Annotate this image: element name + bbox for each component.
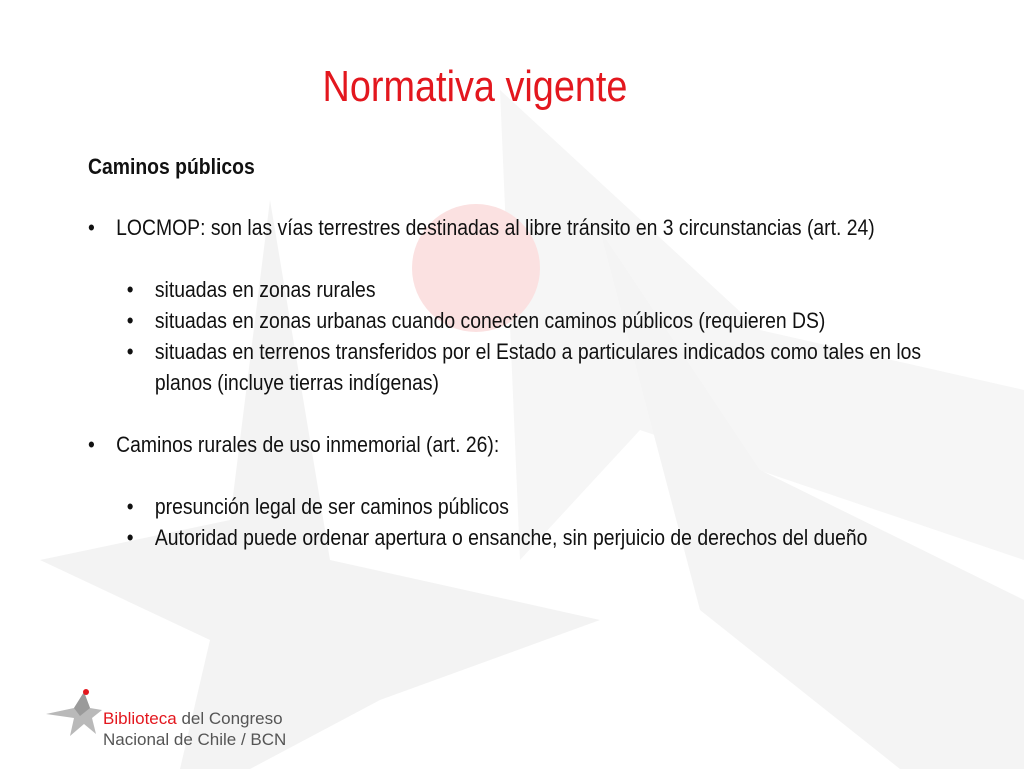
- bullet-item: [88, 429, 968, 460]
- slide-content: [88, 151, 968, 553]
- sub-bullet-item: [88, 336, 968, 398]
- bullet-dot: •: [126, 277, 134, 302]
- bullet-dot: •: [88, 215, 95, 240]
- bullet-text: situadas en terrenos transferidos por el Estado a particulares indicados como tales en los planos (incluye tierras indígenas): [154, 339, 922, 395]
- logo-line1-rest: del Congreso: [176, 709, 283, 728]
- bullet-dot: •: [126, 525, 134, 550]
- logo-line1-accent: Biblioteca: [103, 709, 177, 728]
- bullet-dot: •: [126, 308, 134, 333]
- sub-bullet-item: [88, 491, 968, 522]
- bullet-dot: •: [88, 432, 95, 457]
- bcn-logo-text: [103, 708, 286, 750]
- bullet-text: LOCMOP: son las vías terrestres destinadas al libre tránsito en 3 circunstancias (art. 24): [116, 215, 875, 240]
- bullet-text: situadas en zonas urbanas cuando conecten caminos públicos (requieren DS): [154, 308, 826, 333]
- slide-title: Normativa vigente: [322, 62, 628, 111]
- sub-bullet-item: [88, 305, 968, 336]
- sub-bullet-item: [88, 522, 968, 553]
- sub-bullet-item: [88, 274, 968, 305]
- bullet-item: [88, 212, 968, 243]
- bullet-text: Autoridad puede ordenar apertura o ensanche, sin perjuicio de derechos del dueño: [154, 525, 868, 550]
- bullet-text: Caminos rurales de uso inmemorial (art. 26):: [116, 432, 500, 457]
- logo-line2: Nacional de Chile / BCN: [103, 730, 287, 749]
- bullet-dot: •: [126, 494, 134, 519]
- bullet-dot: •: [126, 339, 134, 364]
- section-heading: Caminos públicos: [88, 154, 255, 179]
- bullet-text: situadas en zonas rurales: [154, 277, 376, 302]
- bullet-text: presunción legal de ser caminos públicos: [154, 494, 509, 519]
